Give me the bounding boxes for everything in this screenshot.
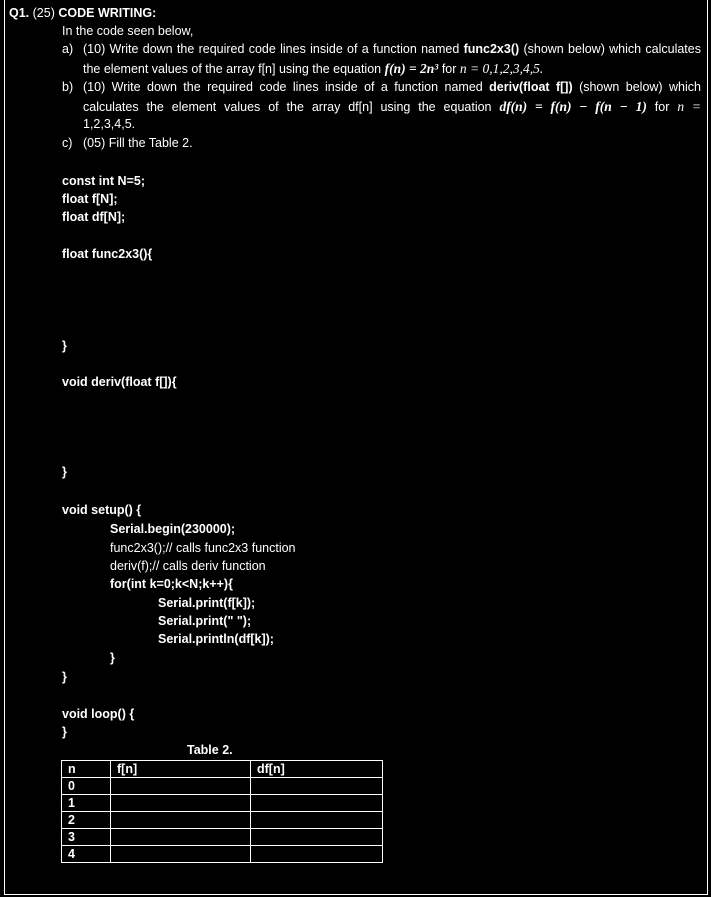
- code-loop-open: void loop() {: [62, 707, 135, 721]
- code-func2x3-close: }: [62, 339, 67, 353]
- table-cell-fn: [111, 829, 251, 846]
- part-b-label: b): [62, 80, 74, 94]
- question-header: [9, 6, 156, 20]
- code-setup-open: void setup() {: [62, 503, 142, 517]
- code-setup-println-df: Serial.println(df[k]);: [158, 632, 274, 646]
- code-for-close: }: [110, 651, 115, 665]
- part-c-text: Fill the Table 2.: [108, 136, 193, 150]
- table-cell-dfn: [251, 846, 383, 863]
- table-row: [62, 812, 383, 829]
- part-c-line: [83, 136, 193, 150]
- code-deriv-open: void deriv(float f[]){: [62, 375, 177, 389]
- question-title: CODE WRITING:: [58, 6, 157, 20]
- table-cell-dfn: [251, 829, 383, 846]
- code-setup-call-deriv: deriv(f);// calls deriv function: [110, 559, 266, 573]
- code-deriv-close: }: [62, 465, 67, 479]
- code-setup-print-f: Serial.print(f[k]);: [158, 596, 256, 610]
- part-a-text1: Write down the required code lines inside of a function named: [109, 42, 460, 56]
- table-2: [61, 760, 383, 863]
- intro-text: In the code seen below,: [62, 24, 194, 38]
- part-b-for: for: [654, 100, 670, 114]
- part-b-line1: [83, 80, 701, 94]
- part-c-label: c): [62, 136, 73, 150]
- part-a-label: a): [62, 42, 74, 56]
- code-setup-close: }: [62, 670, 67, 684]
- part-a-function-name: func2x3(): [463, 42, 520, 56]
- table-row: [62, 778, 383, 795]
- part-b-range-end: 1,2,3,4,5.: [83, 117, 136, 131]
- table-cell-dfn: [251, 778, 383, 795]
- code-loop-close: }: [62, 725, 67, 739]
- table-cell-dfn: [251, 812, 383, 829]
- table-header-row: [62, 761, 383, 778]
- part-b-range-start: n =: [677, 99, 701, 114]
- part-b-points: (10): [83, 80, 106, 94]
- table-row: [62, 795, 383, 812]
- part-a-line2: [83, 61, 543, 77]
- table-row: [62, 829, 383, 846]
- table-cell-n: 2: [62, 812, 111, 829]
- part-b-line2-start: calculates the element values of the array df[n] using the equation: [83, 100, 492, 114]
- code-decl-n: const int N=5;: [62, 174, 145, 188]
- table-caption: Table 2.: [187, 743, 233, 757]
- part-b-function-name: deriv(float f[]): [489, 80, 573, 94]
- table-cell-dfn: [251, 795, 383, 812]
- part-a-text2: (shown below) which calculates: [523, 42, 701, 56]
- table-cell-fn: [111, 812, 251, 829]
- part-b-text2: (shown below) which: [579, 80, 701, 94]
- code-setup-print-space: Serial.print(" ");: [158, 614, 252, 628]
- table-cell-fn: [111, 795, 251, 812]
- part-c-points: (05): [83, 136, 106, 150]
- table-cell-fn: [111, 778, 251, 795]
- table-cell-n: 3: [62, 829, 111, 846]
- part-a-line2-start: the element values of the array f[n] using the equation: [83, 62, 382, 76]
- question-number: Q1.: [9, 6, 30, 20]
- part-b-text1: Write down the required code lines inside of a function named: [111, 80, 483, 94]
- code-setup-serial-begin: Serial.begin(230000);: [110, 522, 236, 536]
- part-b-line2: [83, 99, 701, 115]
- table-cell-n: 4: [62, 846, 111, 863]
- table-row: [62, 846, 383, 863]
- table-cell-n: 1: [62, 795, 111, 812]
- code-setup-for-loop: for(int k=0;k<N;k++){: [110, 577, 233, 591]
- part-a-equation: f(n) = 2n³: [384, 61, 439, 76]
- question-points: (25): [32, 6, 55, 20]
- part-a-points: (10): [83, 42, 106, 56]
- table-header-n: n: [62, 761, 111, 778]
- part-a-range: n = 0,1,2,3,4,5.: [459, 61, 544, 76]
- part-b-equation: df(n) = f(n) − f(n − 1): [499, 99, 647, 114]
- table-header-fn: f[n]: [111, 761, 251, 778]
- table-cell-n: 0: [62, 778, 111, 795]
- part-a-for: for: [441, 62, 457, 76]
- code-func2x3-open: float func2x3(){: [62, 247, 153, 261]
- table-cell-fn: [111, 846, 251, 863]
- code-decl-f: float f[N];: [62, 192, 118, 206]
- code-setup-call-func2x3: func2x3();// calls func2x3 function: [110, 541, 296, 555]
- code-decl-df: float df[N];: [62, 210, 126, 224]
- table-header-dfn: df[n]: [251, 761, 383, 778]
- part-a-line1: [83, 42, 701, 56]
